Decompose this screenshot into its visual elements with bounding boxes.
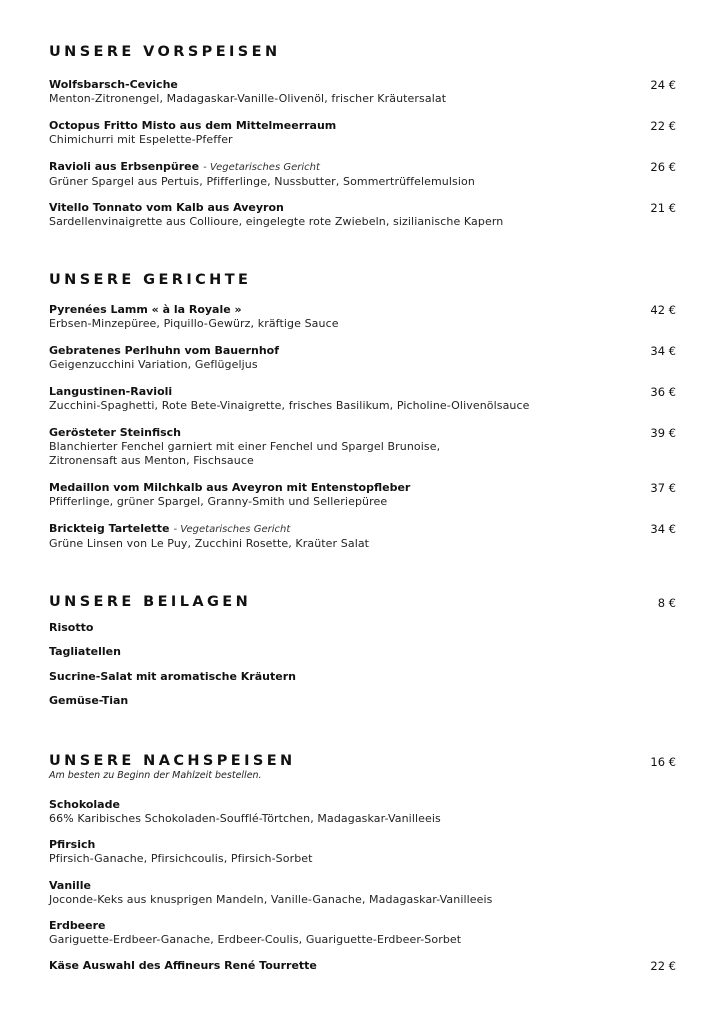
item-description: Zitronensaft aus Menton, Fischsauce	[49, 454, 254, 467]
section-title-vorspeisen: UNSERE VORSPEISEN	[49, 44, 281, 60]
menu-item	[49, 959, 676, 973]
item-name: Sucrine-Salat mit aromatische Kräutern	[49, 670, 296, 683]
menu-item	[49, 645, 676, 659]
item-name: Gemüse-Tian	[49, 694, 129, 707]
item-name: Käse Auswahl des Affineurs René Tourrette	[49, 959, 317, 972]
menu-item	[49, 919, 676, 947]
item-description: Pfifferlinge, grüner Spargel, Granny-Smith und Selleriepüree	[49, 495, 388, 508]
item-name: Tagliatellen	[49, 645, 121, 658]
item-price: 34 €	[650, 522, 676, 536]
item-description: 66% Karibisches Schokoladen-Soufflé-Törtchen, Madagaskar-Vanilleeis	[49, 812, 441, 825]
menu-item	[49, 838, 676, 866]
menu-item	[49, 522, 676, 551]
menu-item	[49, 879, 676, 907]
menu-item	[49, 670, 676, 684]
menu-item	[49, 694, 676, 708]
menu-item	[49, 621, 676, 635]
item-name: Pfirsich	[49, 838, 96, 851]
menu-item	[49, 119, 676, 147]
section-title-gerichte: UNSERE GERICHTE	[49, 272, 252, 288]
item-name: Erdbeere	[49, 919, 106, 932]
section-note: Am besten zu Beginn der Mahlzeit bestellen.	[49, 770, 262, 781]
item-name: Risotto	[49, 621, 94, 634]
section-price: 8 €	[657, 596, 676, 610]
section-price: 16 €	[650, 755, 676, 769]
item-price: 37 €	[650, 481, 676, 495]
item-description: Grüne Linsen von Le Puy, Zucchini Rosette, Kraüter Salat	[49, 537, 370, 550]
menu-item	[49, 481, 676, 509]
item-price: 22 €	[650, 119, 676, 133]
item-name-row	[49, 522, 676, 537]
item-description: Erbsen-Minzepüree, Piquillo-Gewürz, kräftige Sauce	[49, 317, 339, 330]
item-description: Gariguette-Erdbeer-Ganache, Erdbeer-Coulis, Guariguette-Erdbeer-Sorbet	[49, 933, 462, 946]
item-price: 36 €	[650, 385, 676, 399]
menu-item	[49, 385, 676, 413]
item-description: Joconde-Keks aus knusprigen Mandeln, Vanille-Ganache, Madagaskar-Vanilleeis	[49, 893, 493, 906]
item-name: Vitello Tonnato vom Kalb aus Aveyron	[49, 201, 284, 214]
item-description: Blanchierter Fenchel garniert mit einer Fenchel und Spargel Brunoise,	[49, 440, 441, 453]
item-description: Zucchini-Spaghetti, Rote Bete-Vinaigrette, frisches Basilikum, Picholine-Olivenölsauce	[49, 399, 530, 412]
item-name: Gerösteter Steinfisch	[49, 426, 182, 439]
menu-item	[49, 344, 676, 372]
item-name: Vanille	[49, 879, 91, 892]
section-title-beilagen: UNSERE BEILAGEN	[49, 594, 252, 610]
item-name: Langustinen-Ravioli	[49, 385, 173, 398]
menu-item	[49, 303, 676, 331]
item-description: Chimichurri mit Espelette-Pfeffer	[49, 133, 233, 146]
item-name: Ravioli aus Erbsenpüree	[49, 160, 200, 173]
menu-item	[49, 798, 676, 826]
item-price: 42 €	[650, 303, 676, 317]
menu-item	[49, 160, 676, 189]
item-name: Wolfsbarsch-Ceviche	[49, 78, 178, 91]
vegetarian-tag: - Vegetarisches Gericht	[173, 524, 291, 535]
item-name-row	[49, 160, 676, 175]
item-description: Geigenzucchini Variation, Geflügeljus	[49, 358, 258, 371]
item-name: Schokolade	[49, 798, 120, 811]
item-price: 21 €	[650, 201, 676, 215]
item-description: Sardellenvinaigrette aus Collioure, eingelegte rote Zwiebeln, sizilianische Kapern	[49, 215, 504, 228]
item-name: Octopus Fritto Misto aus dem Mittelmeerraum	[49, 119, 337, 132]
menu-item	[49, 426, 676, 468]
section-title-nachspeisen: UNSERE NACHSPEISEN	[49, 753, 296, 769]
item-price: 26 €	[650, 160, 676, 174]
item-price: 22 €	[650, 959, 676, 973]
vegetarian-tag: - Vegetarisches Gericht	[203, 162, 320, 173]
item-price: 34 €	[650, 344, 676, 358]
item-price: 39 €	[650, 426, 676, 440]
menu-item	[49, 201, 676, 229]
item-name: Pyrenées Lamm « à la Royale »	[49, 303, 242, 316]
item-name: Medaillon vom Milchkalb aus Aveyron mit Entenstopfleber	[49, 481, 411, 494]
item-description: Menton-Zitronengel, Madagaskar-Vanille-Olivenöl, frischer Kräutersalat	[49, 92, 447, 105]
item-price: 24 €	[650, 78, 676, 92]
menu-item	[49, 78, 676, 106]
item-description: Grüner Spargel aus Pertuis, Pfifferlinge, Nussbutter, Sommertrüffelemulsion	[49, 175, 475, 188]
item-name: Gebratenes Perlhuhn vom Bauernhof	[49, 344, 280, 357]
item-name: Brickteig Tartelette	[49, 522, 170, 535]
item-description: Pfirsich-Ganache, Pfirsichcoulis, Pfirsich-Sorbet	[49, 852, 313, 865]
